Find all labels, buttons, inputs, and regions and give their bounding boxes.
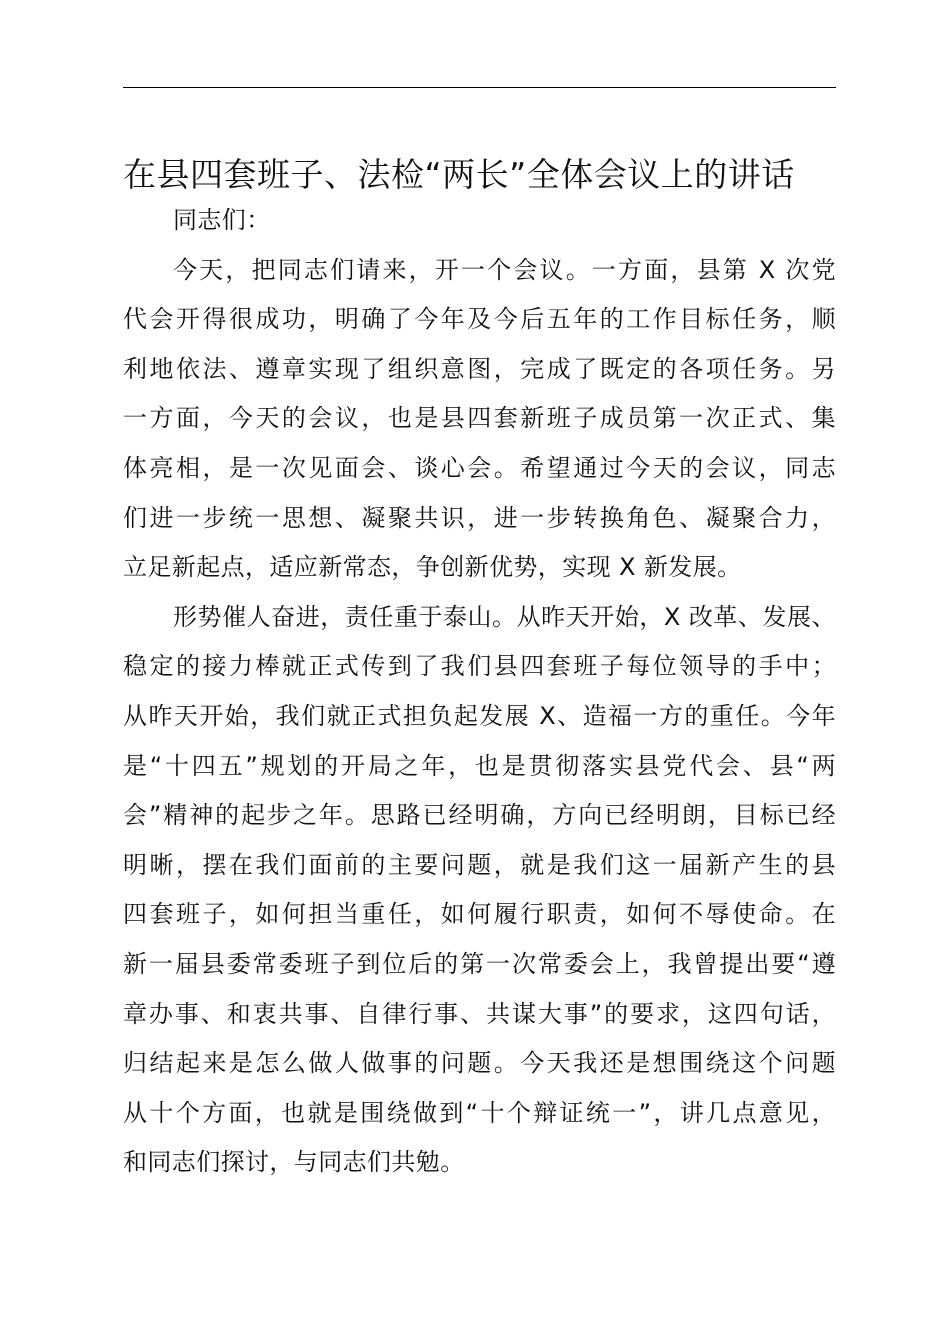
text-line: 新一届县委常委班子到位后的第一次常委会上，我曾提出要“遵 <box>123 949 836 978</box>
salutation: 同志们： <box>173 206 271 234</box>
text-line: 代会开得很成功，明确了今年及今后五年的工作目标任务，顺 <box>123 305 836 334</box>
text-line: 今天，把同志们请来，开一个会议。一方面，县第 X 次党 <box>173 255 836 284</box>
text-line: 从十个方面，也就是围绕做到“十个辩证统一”，讲几点意见， <box>123 1098 836 1127</box>
text-line: 和同志们探讨，与同志们共勉。 <box>123 1148 465 1177</box>
text-line: 体亮相，是一次见面会、谈心会。希望通过今天的会议，同志 <box>123 453 836 482</box>
paragraph-2 <box>123 593 836 1188</box>
text-line: 立足新起点，适应新常态，争创新优势，实现 X 新发展。 <box>123 553 742 582</box>
text-line: 一方面，今天的会议，也是县四套新班子成员第一次正式、集 <box>123 404 836 433</box>
text-line: 章办事、和衷共事、自律行事、共谋大事”的要求，这四句话， <box>123 999 836 1028</box>
header-rule <box>123 87 836 88</box>
text-line: 们进一步统一思想、凝聚共识，进一步转换角色、凝聚合力， <box>123 503 836 532</box>
document-body <box>123 196 836 1188</box>
text-line: 明晰，摆在我们面前的主要问题，就是我们这一届新产生的县 <box>123 850 836 879</box>
text-line: 会”精神的起步之年。思路已经明确，方向已经明朗，目标已经 <box>123 801 836 830</box>
text-line: 四套班子，如何担当重任，如何履行职责，如何不辱使命。在 <box>123 900 836 929</box>
text-line: 稳定的接力棒就正式传到了我们县四套班子每位领导的手中； <box>123 652 836 681</box>
text-line: 利地依法、遵章实现了组织意图，完成了既定的各项任务。另 <box>123 354 836 383</box>
document-title: 在县四套班子、法检“两长”全体会议上的讲话 <box>123 155 795 194</box>
text-line: 形势催人奋进，责任重于泰山。从昨天开始，X 改革、发展、 <box>173 602 836 631</box>
text-line: 归结起来是怎么做人做事的问题。今天我还是想围绕这个问题 <box>123 1049 836 1078</box>
text-line: 从昨天开始，我们就正式担负起发展 X、造福一方的重任。今年 <box>123 701 836 730</box>
paragraph-1 <box>123 246 836 593</box>
text-line: 是“十四五”规划的开局之年，也是贯彻落实县党代会、县“两 <box>123 751 836 780</box>
